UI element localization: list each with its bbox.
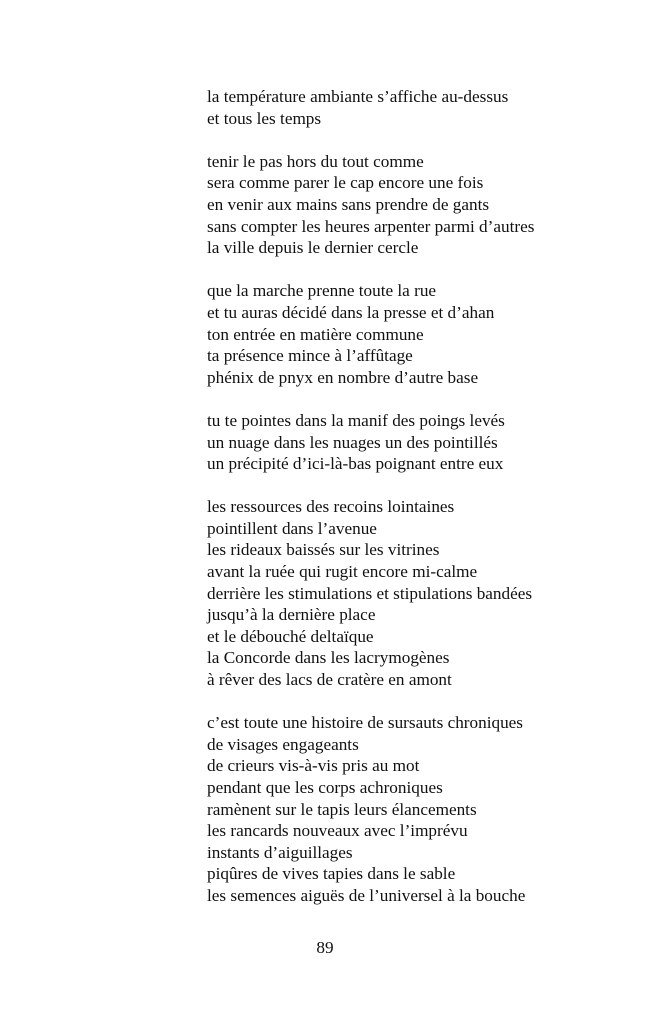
poem-line: instants d’aiguillages [207,842,353,862]
poem-line: et tu auras décidé dans la presse et d’ahan [207,302,495,322]
poem-line: les ressources des recoins lointaines [207,497,455,517]
poem-line: avant la ruée qui rugit encore mi-calme [207,562,478,582]
poem-stanza [207,280,627,388]
poem-line: sans compter les heures arpenter parmi d’autres [207,216,535,236]
poem-stanza [207,410,627,475]
poem-line: un nuage dans les nuages un des pointillés [207,432,498,452]
poem-line: et tous les temps [207,108,322,128]
poem-stanza [207,496,627,690]
poem-line: les rideaux baissés sur les vitrines [207,540,440,560]
poem-line: à rêver des lacs de cratère en amont [207,670,452,690]
poem-line: phénix de pnyx en nombre d’autre base [207,367,479,387]
poem-line: de visages engageants [207,734,359,754]
poem-line: la Concorde dans les lacrymogènes [207,648,450,668]
poem-line: derrière les stimulations et stipulations bandées [207,583,533,603]
poem-line: la température ambiante s’affiche au-dessus [207,87,509,106]
poem-stanza [207,712,627,906]
poem-line: piqûres de vives tapies dans le sable [207,864,456,884]
poem-line: et le débouché deltaïque [207,626,374,646]
poem-line: de crieurs vis-à-vis pris au mot [207,756,420,776]
poem-line: un précipité d’ici-là-bas poignant entre eux [207,454,504,474]
poem-line: les semences aiguës de l’universel à la bouche [207,885,526,905]
poem-line: jusqu’à la dernière place [207,605,376,625]
poem-line: c’est toute une histoire de sursauts chroniques [207,713,523,733]
poem-stanza [207,86,627,129]
poem-stanza [207,151,627,259]
poem-line: que la marche prenne toute la rue [207,281,437,301]
poem-line: ta présence mince à l’affûtage [207,346,413,366]
poem-line: pendant que les corps achroniques [207,778,443,797]
poem-line: ramènent sur le tapis leurs élancements [207,799,477,819]
poem-line: la ville depuis le dernier cercle [207,238,419,258]
poem-line: en venir aux mains sans prendre de gants [207,194,490,214]
poem-line: tu te pointes dans la manif des poings levés [207,410,505,430]
poem-line: sera comme parer le cap encore une fois [207,173,484,193]
poem-line: ton entrée en matière commune [207,324,424,344]
page-number: 89 [316,938,334,957]
poem-line: pointillent dans l’avenue [207,518,377,538]
poem-line: tenir le pas hors du tout comme [207,151,424,171]
poem-body [207,86,627,928]
poem-line: les rancards nouveaux avec l’imprévu [207,821,468,841]
